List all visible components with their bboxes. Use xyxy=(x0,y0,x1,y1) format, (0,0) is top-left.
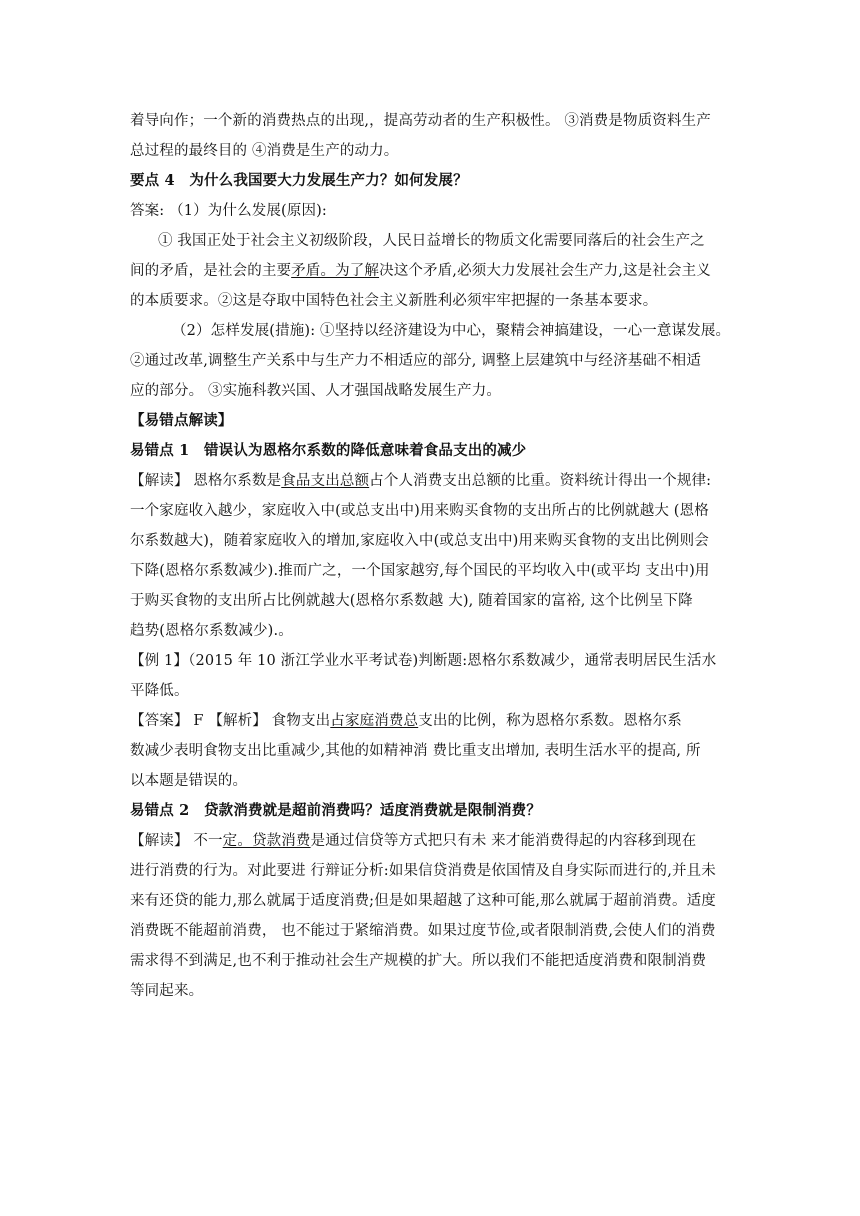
text-line xyxy=(130,346,733,376)
text-line xyxy=(130,256,733,286)
text-line xyxy=(130,946,733,976)
text-segment: 着导向作；一个新的消费热点的出现,，提高劳动者的生产积极性。 ③消费是物质资料生产 xyxy=(130,113,711,129)
underlined-text: 矛盾。为了解 xyxy=(291,263,380,279)
text-segment: 以本题是错误的。 xyxy=(130,773,248,789)
text-line xyxy=(130,556,733,586)
text-segment: 支出的比例，称为恩格尔系数。恩格尔系 xyxy=(418,713,682,729)
text-line xyxy=(130,976,733,1006)
text-segment: 一个家庭收入越少，家庭收入中(或总支出中)用来购买食物的支出所占的比例就越大 (恩格 xyxy=(130,503,709,519)
text-segment: ②通过改革,调整生产关系中与生产力不相适应的部分, 调整上层建筑中与经济基础不相适 xyxy=(130,353,701,369)
text-segment: （2）怎样发展(措施): ①坚持以经济建设为中心，聚精会神搞建设，一心一意谋发展。 xyxy=(172,323,731,339)
text-line xyxy=(130,226,733,256)
underlined-text: 占家庭消费总 xyxy=(330,713,419,729)
text-line xyxy=(130,376,733,406)
text-segment: 应的部分。 ③实施科教兴国、人才强国战略发展生产力。 xyxy=(130,383,502,399)
text-line xyxy=(130,826,733,856)
text-line xyxy=(130,886,733,916)
text-line xyxy=(130,586,733,616)
text-segment: 平降低。 xyxy=(130,683,189,699)
underlined-text: 食品支出总额 xyxy=(281,473,370,489)
text-segment: 要点 4 为什么我国要大力发展生产力？如何发展？ xyxy=(130,172,468,189)
text-line xyxy=(130,796,733,826)
text-segment: 【答案】 F 【解析】 食物支出 xyxy=(130,713,331,729)
text-line xyxy=(130,856,733,886)
text-segment: 需求得不到满足,也不利于推动社会生产规模的扩大。所以我们不能把适度消费和限制消费 xyxy=(130,953,707,969)
text-line xyxy=(130,526,733,556)
text-segment: 决这个矛盾,必须大力发展社会生产力,这是社会主义 xyxy=(379,263,711,279)
text-line xyxy=(130,196,733,226)
text-segment: 易错点 1 错误认为恩格尔系数的降低意味着食品支出的减少 xyxy=(130,442,527,459)
text-line xyxy=(130,166,733,196)
text-line xyxy=(130,136,733,166)
text-line xyxy=(130,766,733,796)
text-line xyxy=(130,646,733,676)
text-segment: 来有还贷的能力,那么就属于适度消费;但是如果超越了这种可能,那么就属于超前消费。适度 xyxy=(130,893,716,909)
text-segment: 是通过信贷等方式把只有未 来才能消费得起的内容移到现在 xyxy=(310,833,697,849)
text-segment: 的本质要求。②这是夺取中国特色社会主义新胜利必须牢牢把握的一条基本要求。 xyxy=(130,293,658,309)
text-line xyxy=(130,916,733,946)
underlined-text: 定。贷款消费 xyxy=(222,833,311,849)
text-line xyxy=(130,106,733,136)
text-line xyxy=(130,736,733,766)
text-line xyxy=(130,466,733,496)
text-segment: 占个人消费支出总额的比重。资料统计得出一个规律: xyxy=(369,473,712,489)
text-segment: 【解读】 不一 xyxy=(130,833,223,849)
text-line xyxy=(130,676,733,706)
text-segment: 【易错点解读】 xyxy=(130,412,233,429)
text-segment: 于购买食物的支出所占比例就越大(恩格尔系数越 大), 随着国家的富裕, 这个比例呈下降 xyxy=(130,593,693,609)
text-segment: 易错点 2 贷款消费就是超前消费吗？适度消费就是限制消费？ xyxy=(130,802,541,819)
text-segment: 趋势(恩格尔系数减少).。 xyxy=(130,623,293,639)
text-segment: 答案: （1）为什么发展(原因): xyxy=(130,203,327,219)
text-line xyxy=(130,316,733,346)
text-line xyxy=(130,436,733,466)
text-line xyxy=(130,406,733,436)
text-segment: 数减少表明食物支出比重减少,其他的如精神消 费比重支出增加, 表明生活水平的提高, 所 xyxy=(130,743,701,759)
text-segment: ① 我国正处于社会主义初级阶段，人民日益增长的物质文化需要同落后的社会生产之 xyxy=(158,233,705,249)
text-line xyxy=(130,496,733,526)
text-segment: 间的矛盾，是社会的主要 xyxy=(130,263,292,279)
text-line xyxy=(130,616,733,646)
document-body xyxy=(130,106,733,1006)
text-segment: 尔系数越大)，随着家庭收入的增加,家庭收入中(或总支出中)用来购买食物的支出比例则会 xyxy=(130,533,709,549)
text-segment: 【解读】 恩格尔系数是 xyxy=(130,473,282,489)
text-segment: 下降(恩格尔系数减少).推而广之，一个国家越穷,每个国民的平均收入中(或平均 支出中)用 xyxy=(130,563,710,579)
text-segment: 消费既不能超前消费， 也不能过于紧缩消费。如果过度节俭,或者限制消费,会使人们的消费 xyxy=(130,923,716,939)
text-line xyxy=(130,706,733,736)
text-segment: 总过程的最终目的 ④消费是生产的动力。 xyxy=(130,143,399,159)
text-segment: 等同起来。 xyxy=(130,983,204,999)
text-line xyxy=(130,286,733,316)
text-segment: 进行消费的行为。对此要进 行辩证分析:如果信贷消费是依国情及自身实际而进行的,并且未 xyxy=(130,863,716,879)
text-segment: 【例 1】（2015 年 10 浙江学业水平考试卷)判断题:恩格尔系数减少，通常表明居民生活水 xyxy=(130,653,717,669)
